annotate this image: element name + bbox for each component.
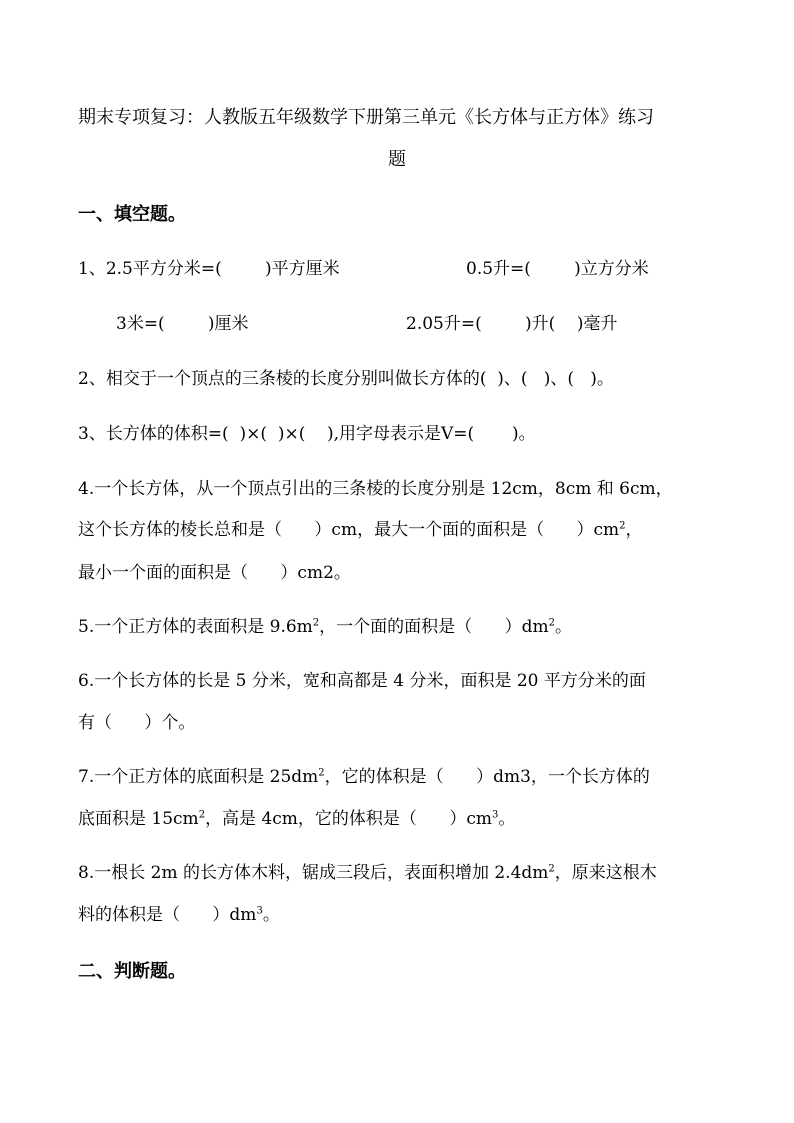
section1-heading: 一、填空题。 [78,204,186,225]
q8-line1-superscript: 2 [548,863,555,875]
document-title-line1: 期末专项复习：人教版五年级数学下册第三单元《长方体与正方体》练习 [78,107,654,128]
q2-text: 2、相交于一个顶点的三条棱的长度分别叫做长方体的( )、( )、( )。 [78,369,614,389]
q8-line1 [78,861,657,885]
q6-line1: 6.一个长方体的长是 5 分米，宽和高都是 4 分米，面积是 20 平方分米的面 [78,671,646,691]
q4-line3: 最小一个面的面积是（ ）cm2。 [78,563,351,583]
q1-line1-right: 0.5升=( )立方分米 [466,259,649,279]
q7-line2 [78,807,515,831]
q5-superscript-1: 2 [312,617,320,629]
q5-line [78,615,572,639]
q7-line1-text-a: 7.一个正方体的底面积是 25dm [78,767,319,787]
q7-line2-superscript-2: 3 [492,809,499,821]
q4-line1: 4.一个长方体，从一个顶点引出的三条棱的长度分别是 12cm，8cm 和 6cm， [78,479,673,499]
q7-line2-text-a: 底面积是 15cm [78,809,199,829]
q1-line2-right: 2.05升=( )升( )毫升 [406,314,618,334]
q3-text: 3、长方体的体积=( )×( )×( ),用字母表示是V=( )。 [78,424,536,444]
q8-line1-text-b: ，原来这根木 [554,863,657,883]
q1-line1-left: 1、2.5平方分米=( )平方厘米 [78,259,340,279]
q4-line2 [78,518,643,542]
q4-line2-text: 这个长方体的棱长总和是（ ）cm，最大一个面的面积是（ ）cm [78,520,620,540]
q8-line2-superscript: 3 [256,905,263,917]
q5-superscript-2: 2 [548,617,555,629]
q5-text-c: 。 [554,617,572,637]
q8-line2-text-b: 。 [262,905,280,925]
q7-line1-superscript: 2 [318,767,325,779]
q7-line1 [78,765,650,789]
q6-line2: 有（ ）个。 [78,713,196,733]
q4-line2-comma: ， [625,520,643,540]
document-title-line2: 题 [388,149,406,170]
q7-line2-text-c: 。 [498,809,516,829]
q8-line2 [78,903,280,927]
q8-line1-text-a: 8.一根长 2m 的长方体木料，锯成三段后，表面积增加 2.4dm [78,863,549,883]
section2-heading: 二、判断题。 [78,961,186,982]
q5-text-b: ，一个面的面积是（ ）dm [319,617,549,637]
q1-line2-left: 3米=( )厘米 [116,314,249,334]
q7-line2-superscript-1: 2 [198,809,206,821]
q8-line2-text-a: 料的体积是（ ）dm [78,905,257,925]
q4-line2-superscript: 2 [619,520,626,532]
q7-line2-text-b: ，高是 4cm，它的体积是（ ）cm [205,809,492,829]
q7-line1-text-b: ，它的体积是（ ）dm3，一个长方体的 [324,767,650,787]
q5-text-a: 5.一个正方体的表面积是 9.6m [78,617,313,637]
